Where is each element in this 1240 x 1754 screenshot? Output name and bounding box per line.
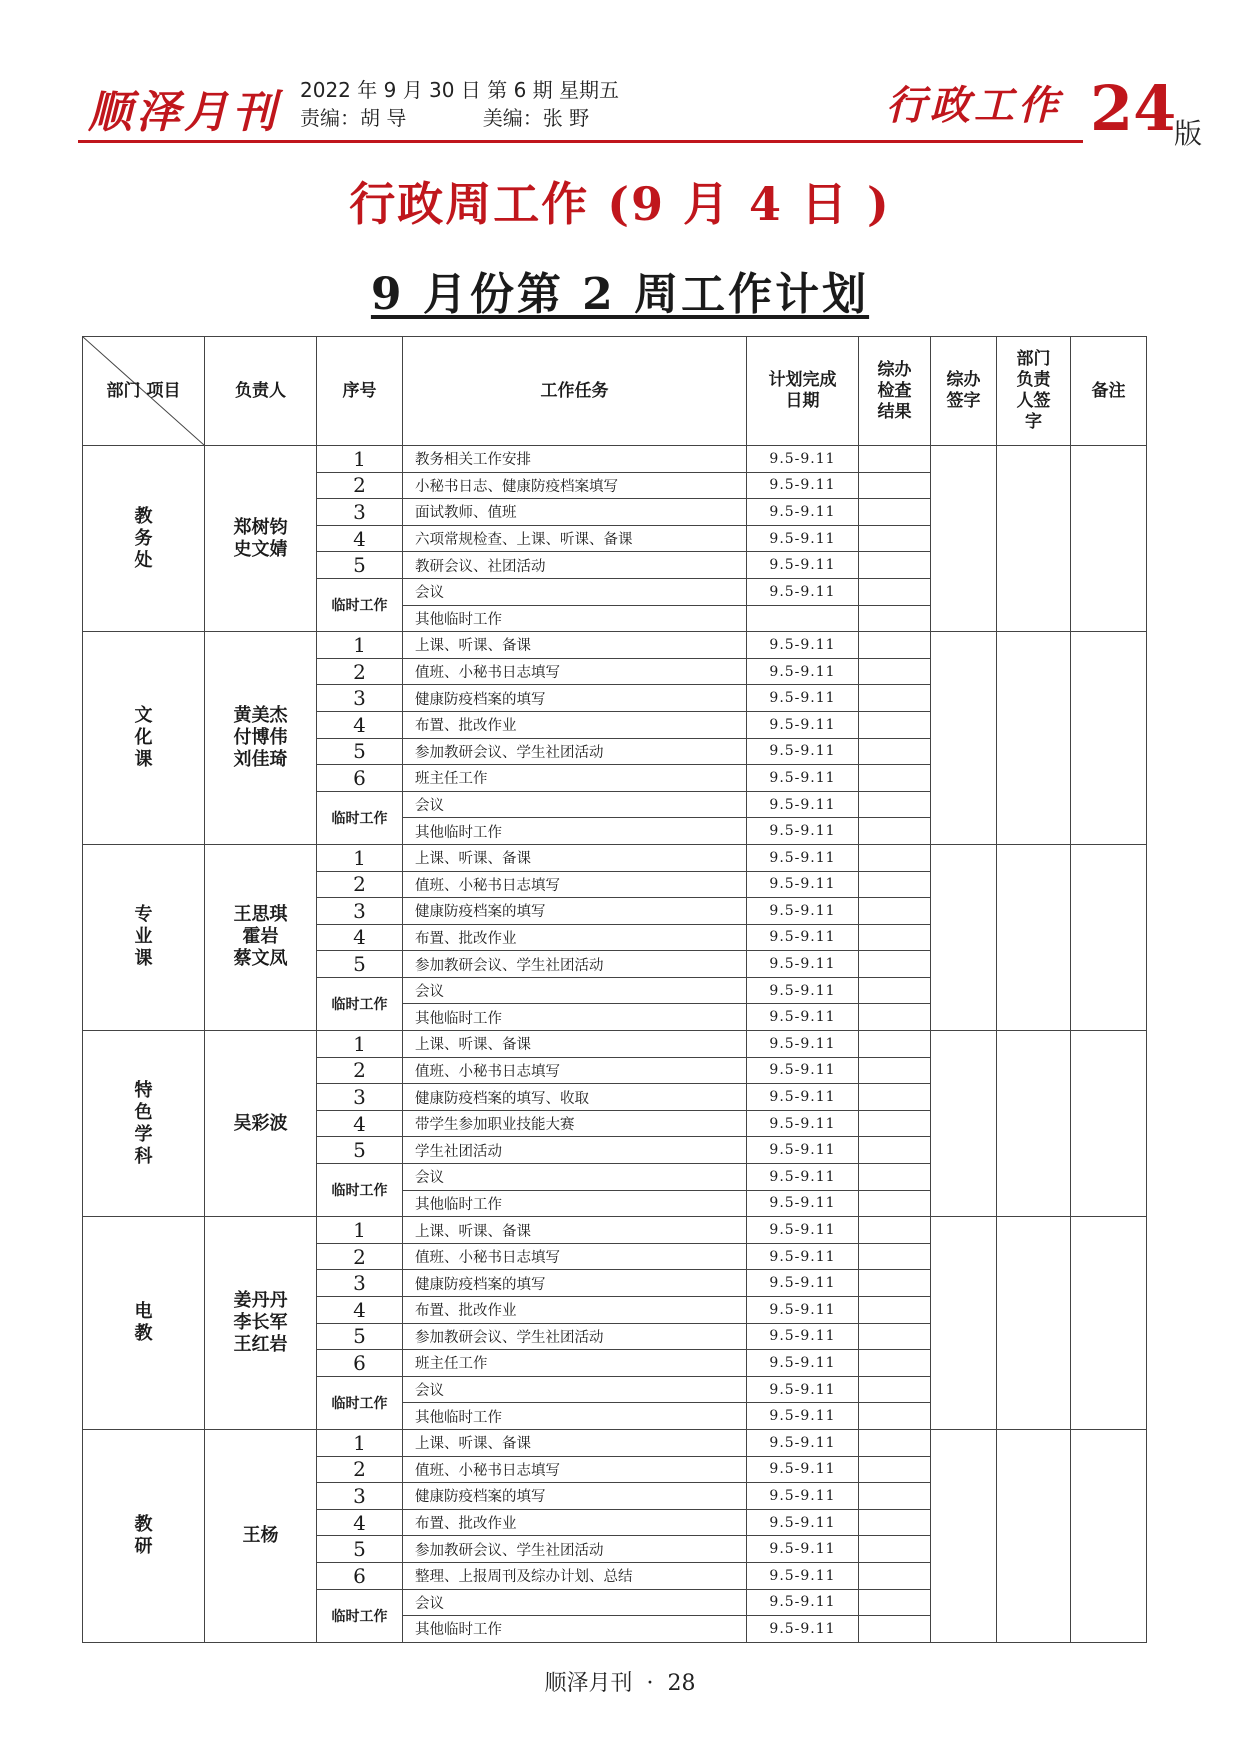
footer-name: 顺泽月刊 [544, 1671, 633, 1696]
check-result-cell[interactable] [859, 1137, 931, 1164]
dept-sign-cell[interactable] [997, 446, 1071, 632]
seq-cell: 5 [317, 1323, 403, 1350]
due-date-cell: 9.5-9.11 [747, 658, 859, 685]
task-cell: 上课、听课、备课 [403, 844, 747, 871]
header-dept-item [83, 337, 205, 446]
header-dept-sign: 部门负责人签字 [997, 337, 1071, 446]
owner-cell [205, 1217, 317, 1430]
seq-cell: 2 [317, 1456, 403, 1483]
task-cell: 会议 [403, 578, 747, 605]
due-date-cell: 9.5-9.11 [747, 1004, 859, 1031]
dept-sign-cell[interactable] [997, 1031, 1071, 1217]
remark-cell[interactable] [1071, 632, 1147, 845]
table-row [83, 844, 1147, 871]
temp-work-label: 临时工作 [317, 1164, 403, 1217]
due-date-cell: 9.5-9.11 [747, 738, 859, 765]
due-date-cell: 9.5-9.11 [747, 1057, 859, 1084]
owner-name: 姜丹丹 [233, 1290, 288, 1312]
seq-cell: 1 [317, 1217, 403, 1244]
task-cell: 健康防疫档案的填写 [403, 685, 747, 712]
owner-name: 霍岩 [242, 926, 279, 948]
seq-cell: 3 [317, 685, 403, 712]
seq-cell: 3 [317, 499, 403, 526]
due-date-cell [747, 605, 859, 632]
due-date-cell: 9.5-9.11 [747, 1323, 859, 1350]
due-date-cell: 9.5-9.11 [747, 685, 859, 712]
temp-work-label: 临时工作 [317, 977, 403, 1030]
check-result-cell[interactable] [859, 924, 931, 951]
task-cell: 健康防疫档案的填写 [403, 1270, 747, 1297]
task-cell: 值班、小秘书日志填写 [403, 871, 747, 898]
task-cell: 会议 [403, 1589, 747, 1616]
due-date-cell: 9.5-9.11 [747, 871, 859, 898]
seq-cell: 3 [317, 1483, 403, 1510]
due-date-cell: 9.5-9.11 [747, 1190, 859, 1217]
task-cell: 布置、批改作业 [403, 924, 747, 951]
dept-cell [83, 1031, 205, 1217]
owner-cell [205, 632, 317, 845]
due-date-cell: 9.5-9.11 [747, 1350, 859, 1377]
task-cell: 参加教研会议、学生社团活动 [403, 738, 747, 765]
plan-title-text: 9 月份第 2 周工作计划 [370, 269, 870, 320]
task-cell: 参加教研会议、学生社团活动 [403, 1323, 747, 1350]
seq-cell: 6 [317, 1350, 403, 1377]
owner-name: 郑树钧 [233, 516, 288, 538]
seq-cell: 4 [317, 711, 403, 738]
dept-name: 电教 [134, 1301, 153, 1345]
header-task: 工作任务 [403, 337, 747, 446]
art-editor: 美编：张 野 [482, 106, 590, 130]
header-dept: 部门 [106, 380, 141, 401]
header-seq: 序号 [317, 337, 403, 446]
dept-sign-cell[interactable] [997, 1217, 1071, 1430]
chief-editor: 责编：胡 导 [300, 106, 407, 130]
seq-cell: 3 [317, 1270, 403, 1297]
table-row [83, 1217, 1147, 1244]
due-date-cell: 9.5-9.11 [747, 1509, 859, 1536]
task-cell: 带学生参加职业技能大赛 [403, 1110, 747, 1137]
check-result-cell[interactable] [859, 578, 931, 605]
check-result-cell[interactable] [859, 765, 931, 792]
dept-name: 文化课 [134, 705, 153, 771]
due-date-cell: 9.5-9.11 [747, 898, 859, 925]
remark-cell[interactable] [1071, 446, 1147, 632]
due-date-cell: 9.5-9.11 [747, 1403, 859, 1430]
due-date-cell: 9.5-9.11 [747, 1589, 859, 1616]
dept-cell [83, 1217, 205, 1430]
temp-work-label: 临时工作 [317, 1589, 403, 1642]
check-result-cell[interactable] [859, 1057, 931, 1084]
check-result-cell[interactable] [859, 658, 931, 685]
seq-cell: 5 [317, 1137, 403, 1164]
seq-cell: 5 [317, 951, 403, 978]
sign-cell[interactable] [931, 632, 997, 845]
header-item: 项目 [146, 380, 181, 401]
seq-cell: 2 [317, 658, 403, 685]
masthead-rule [78, 140, 1083, 143]
check-result-cell[interactable] [859, 1376, 931, 1403]
check-result-cell[interactable] [859, 977, 931, 1004]
task-cell: 六项常规检查、上课、听课、备课 [403, 525, 747, 552]
check-result-cell[interactable] [859, 1403, 931, 1430]
due-date-cell: 9.5-9.11 [747, 1376, 859, 1403]
due-date-cell: 9.5-9.11 [747, 977, 859, 1004]
check-result-cell[interactable] [859, 1429, 931, 1456]
owner-name: 吴彩波 [233, 1112, 288, 1134]
owner-name: 黄美杰 [233, 705, 288, 727]
dept-name: 特色学科 [134, 1079, 153, 1167]
check-result-cell[interactable] [859, 871, 931, 898]
owner-cell [205, 1429, 317, 1642]
due-date-cell: 9.5-9.11 [747, 1616, 859, 1643]
check-result-cell[interactable] [859, 1243, 931, 1270]
dept-name: 专业课 [134, 904, 153, 970]
seq-cell: 2 [317, 1057, 403, 1084]
check-result-cell[interactable] [859, 1270, 931, 1297]
task-cell: 面试教师、值班 [403, 499, 747, 526]
seq-cell: 4 [317, 924, 403, 951]
footer-page-number: 28 [667, 1671, 696, 1696]
task-cell: 值班、小秘书日志填写 [403, 658, 747, 685]
check-result-cell[interactable] [859, 1217, 931, 1244]
due-date-cell: 9.5-9.11 [747, 844, 859, 871]
edition-number: 24 [1090, 72, 1177, 145]
header-sign: 综办签字 [931, 337, 997, 446]
due-date-cell: 9.5-9.11 [747, 1456, 859, 1483]
task-cell: 会议 [403, 977, 747, 1004]
seq-cell: 3 [317, 1084, 403, 1111]
remark-cell[interactable] [1071, 1217, 1147, 1430]
temp-work-label: 临时工作 [317, 1376, 403, 1429]
owner-name: 王杨 [242, 1524, 279, 1546]
task-cell: 其他临时工作 [403, 1403, 747, 1430]
check-result-cell[interactable] [859, 1190, 931, 1217]
edition-suffix: 版 [1174, 117, 1203, 150]
masthead [78, 68, 1203, 150]
due-date-cell: 9.5-9.11 [747, 499, 859, 526]
task-cell: 参加教研会议、学生社团活动 [403, 951, 747, 978]
seq-cell: 2 [317, 871, 403, 898]
check-result-cell[interactable] [859, 1031, 931, 1058]
due-date-cell: 9.5-9.11 [747, 578, 859, 605]
table-row [83, 1429, 1147, 1456]
owner-name: 蔡文凤 [233, 948, 288, 970]
check-result-cell[interactable] [859, 1616, 931, 1643]
header-remark: 备注 [1071, 337, 1147, 446]
seq-cell: 1 [317, 632, 403, 659]
task-cell: 教务相关工作安排 [403, 446, 747, 473]
header-owner: 负责人 [205, 337, 317, 446]
section-name: 行政工作 [886, 82, 1062, 129]
header-due: 计划完成日期 [747, 337, 859, 446]
seq-cell: 4 [317, 1297, 403, 1324]
dept-sign-cell[interactable] [997, 844, 1071, 1030]
seq-cell: 4 [317, 1110, 403, 1137]
footer-separator: · [646, 1671, 654, 1696]
due-date-cell: 9.5-9.11 [747, 472, 859, 499]
issue-date: 2022 年 9 月 30 日 第 6 期 星期五 [300, 78, 620, 102]
check-result-cell[interactable] [859, 1536, 931, 1563]
page-headline: 行政周工作 (9 月 4 日 ) [349, 177, 891, 231]
check-result-cell[interactable] [859, 791, 931, 818]
task-cell: 上课、听课、备课 [403, 1031, 747, 1058]
check-result-cell[interactable] [859, 738, 931, 765]
remark-cell[interactable] [1071, 1429, 1147, 1642]
check-result-cell[interactable] [859, 818, 931, 845]
due-date-cell: 9.5-9.11 [747, 1243, 859, 1270]
owner-name: 付博伟 [233, 727, 288, 749]
dept-cell [83, 844, 205, 1030]
check-result-cell[interactable] [859, 1589, 931, 1616]
task-cell: 学生社团活动 [403, 1137, 747, 1164]
header-check: 综办检查结果 [859, 337, 931, 446]
task-cell: 班主任工作 [403, 1350, 747, 1377]
due-date-cell: 9.5-9.11 [747, 1297, 859, 1324]
due-date-cell: 9.5-9.11 [747, 791, 859, 818]
task-cell: 其他临时工作 [403, 818, 747, 845]
task-cell: 上课、听课、备课 [403, 1429, 747, 1456]
sign-cell[interactable] [931, 1031, 997, 1217]
check-result-cell[interactable] [859, 1562, 931, 1589]
due-date-cell: 9.5-9.11 [747, 1217, 859, 1244]
seq-cell: 2 [317, 1243, 403, 1270]
due-date-cell: 9.5-9.11 [747, 951, 859, 978]
due-date-cell: 9.5-9.11 [747, 552, 859, 579]
dept-name: 教研 [134, 1513, 153, 1557]
check-result-cell[interactable] [859, 844, 931, 871]
check-result-cell[interactable] [859, 951, 931, 978]
owner-name: 李长军 [233, 1312, 288, 1334]
owner-cell [205, 1031, 317, 1217]
plan-title [0, 258, 1240, 322]
owner-name: 王红岩 [233, 1334, 288, 1356]
temp-work-label: 临时工作 [317, 791, 403, 844]
task-cell: 其他临时工作 [403, 1004, 747, 1031]
table-body [83, 446, 1147, 1643]
due-date-cell: 9.5-9.11 [747, 924, 859, 951]
due-date-cell: 9.5-9.11 [747, 1084, 859, 1111]
owner-name: 王思琪 [233, 904, 288, 926]
task-cell: 小秘书日志、健康防疫档案填写 [403, 472, 747, 499]
due-date-cell: 9.5-9.11 [747, 1110, 859, 1137]
due-date-cell: 9.5-9.11 [747, 1562, 859, 1589]
dept-cell [83, 446, 205, 632]
task-cell: 布置、批改作业 [403, 711, 747, 738]
seq-cell: 5 [317, 1536, 403, 1563]
check-result-cell[interactable] [859, 1509, 931, 1536]
task-cell: 上课、听课、备课 [403, 632, 747, 659]
task-cell: 班主任工作 [403, 765, 747, 792]
task-cell: 布置、批改作业 [403, 1509, 747, 1536]
check-result-cell[interactable] [859, 1164, 931, 1191]
seq-cell: 1 [317, 844, 403, 871]
task-cell: 会议 [403, 1164, 747, 1191]
check-result-cell[interactable] [859, 525, 931, 552]
dept-cell [83, 632, 205, 845]
due-date-cell: 9.5-9.11 [747, 1429, 859, 1456]
check-result-cell[interactable] [859, 1323, 931, 1350]
seq-cell: 5 [317, 738, 403, 765]
table-row [83, 632, 1147, 659]
seq-cell: 1 [317, 1429, 403, 1456]
task-cell: 会议 [403, 1376, 747, 1403]
work-plan-table [82, 336, 1147, 1643]
due-date-cell: 9.5-9.11 [747, 525, 859, 552]
task-cell: 其他临时工作 [403, 1190, 747, 1217]
check-result-cell[interactable] [859, 1110, 931, 1137]
seq-cell: 1 [317, 446, 403, 473]
sign-cell[interactable] [931, 844, 997, 1030]
check-result-cell[interactable] [859, 446, 931, 473]
due-date-cell: 9.5-9.11 [747, 1536, 859, 1563]
dept-cell [83, 1429, 205, 1642]
table-row [83, 1031, 1147, 1058]
task-cell: 值班、小秘书日志填写 [403, 1456, 747, 1483]
dept-name: 教务处 [134, 505, 153, 571]
page-footer [0, 1666, 1240, 1697]
seq-cell: 4 [317, 525, 403, 552]
check-result-cell[interactable] [859, 1456, 931, 1483]
check-result-cell[interactable] [859, 1483, 931, 1510]
due-date-cell: 9.5-9.11 [747, 1483, 859, 1510]
sign-cell[interactable] [931, 1429, 997, 1642]
seq-cell: 5 [317, 552, 403, 579]
check-result-cell[interactable] [859, 632, 931, 659]
due-date-cell: 9.5-9.11 [747, 632, 859, 659]
due-date-cell: 9.5-9.11 [747, 1164, 859, 1191]
task-cell: 值班、小秘书日志填写 [403, 1243, 747, 1270]
owner-cell [205, 446, 317, 632]
check-result-cell[interactable] [859, 685, 931, 712]
check-result-cell[interactable] [859, 1297, 931, 1324]
due-date-cell: 9.5-9.11 [747, 1137, 859, 1164]
temp-work-label: 临时工作 [317, 578, 403, 631]
sign-cell[interactable] [931, 446, 997, 632]
seq-cell: 2 [317, 472, 403, 499]
diagonal-divider [83, 337, 204, 445]
task-cell: 会议 [403, 791, 747, 818]
due-date-cell: 9.5-9.11 [747, 765, 859, 792]
publication-logo: 顺泽月刊 [88, 87, 280, 138]
task-cell: 其他临时工作 [403, 1616, 747, 1643]
check-result-cell[interactable] [859, 1350, 931, 1377]
task-cell: 参加教研会议、学生社团活动 [403, 1536, 747, 1563]
seq-cell: 6 [317, 765, 403, 792]
task-cell: 上课、听课、备课 [403, 1217, 747, 1244]
check-result-cell[interactable] [859, 605, 931, 632]
task-cell: 健康防疫档案的填写 [403, 898, 747, 925]
task-cell: 健康防疫档案的填写 [403, 1483, 747, 1510]
remark-cell[interactable] [1071, 844, 1147, 1030]
task-cell: 健康防疫档案的填写、收取 [403, 1084, 747, 1111]
seq-cell: 4 [317, 1509, 403, 1536]
check-result-cell[interactable] [859, 1004, 931, 1031]
due-date-cell: 9.5-9.11 [747, 1270, 859, 1297]
table-row [83, 446, 1147, 473]
check-result-cell[interactable] [859, 1084, 931, 1111]
due-date-cell: 9.5-9.11 [747, 446, 859, 473]
check-result-cell[interactable] [859, 898, 931, 925]
seq-cell: 6 [317, 1562, 403, 1589]
due-date-cell: 9.5-9.11 [747, 711, 859, 738]
owner-name: 史文婧 [233, 538, 288, 560]
check-result-cell[interactable] [859, 472, 931, 499]
check-result-cell[interactable] [859, 499, 931, 526]
issue-meta [300, 76, 619, 132]
check-result-cell[interactable] [859, 711, 931, 738]
task-cell: 教研会议、社团活动 [403, 552, 747, 579]
sign-cell[interactable] [931, 1217, 997, 1430]
dept-sign-cell[interactable] [997, 632, 1071, 845]
task-cell: 值班、小秘书日志填写 [403, 1057, 747, 1084]
dept-sign-cell[interactable] [997, 1429, 1071, 1642]
task-cell: 布置、批改作业 [403, 1297, 747, 1324]
seq-cell: 1 [317, 1031, 403, 1058]
check-result-cell[interactable] [859, 552, 931, 579]
owner-name: 刘佳琦 [233, 749, 288, 771]
due-date-cell: 9.5-9.11 [747, 818, 859, 845]
table-header-row [83, 337, 1147, 446]
task-cell: 整理、上报周刊及综办计划、总结 [403, 1562, 747, 1589]
due-date-cell: 9.5-9.11 [747, 1031, 859, 1058]
owner-cell [205, 844, 317, 1030]
seq-cell: 3 [317, 898, 403, 925]
task-cell: 其他临时工作 [403, 605, 747, 632]
remark-cell[interactable] [1071, 1031, 1147, 1217]
